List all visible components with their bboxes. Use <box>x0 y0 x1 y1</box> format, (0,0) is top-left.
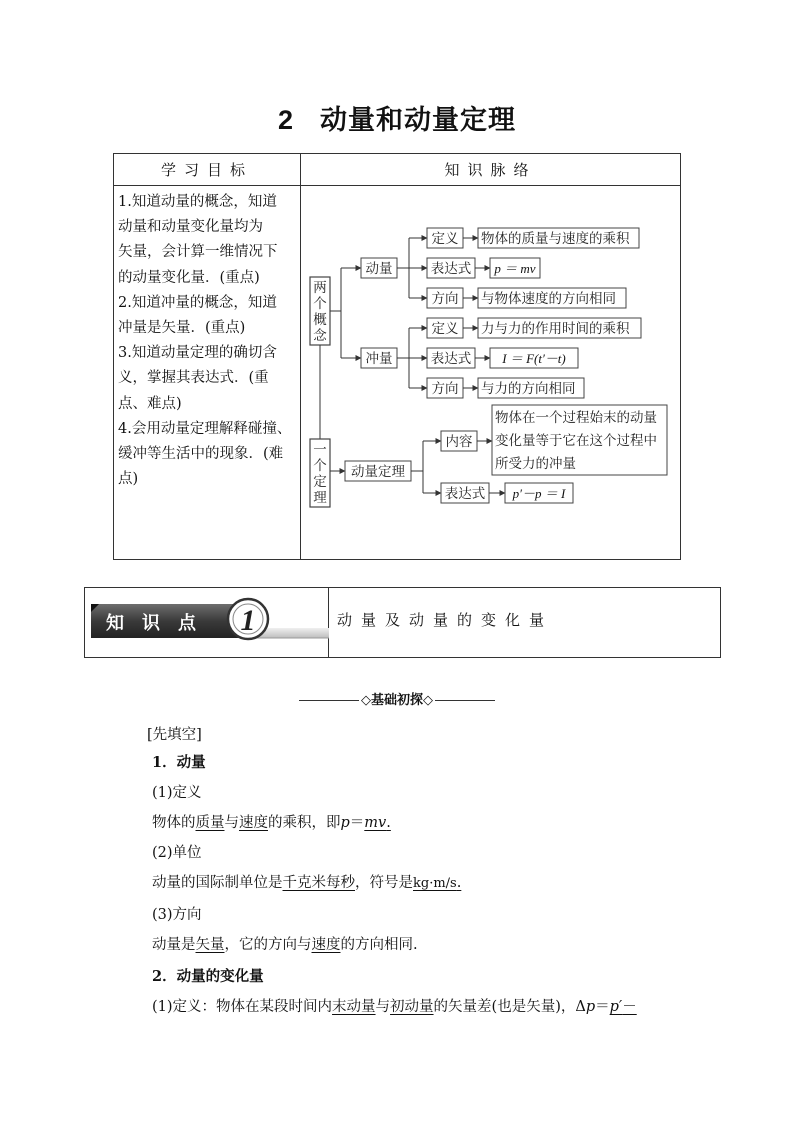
expression-label: 表达式 <box>430 261 472 277</box>
blank-answer: 质量 <box>195 815 225 831</box>
impulse-label: 冲量 <box>365 351 393 367</box>
learning-goals-header: 学习目标 <box>114 154 301 186</box>
two-concepts-char: 两 <box>313 280 327 296</box>
expression-label: 表达式 <box>430 351 472 367</box>
goal-line: 点、难点) <box>118 395 182 412</box>
goal-line: 4.会用动量定理解释碰撞、 <box>118 420 292 437</box>
text: 的矢量差(也是矢量)，Δ <box>433 999 586 1015</box>
two-concepts-char: 个 <box>313 296 327 312</box>
blank-answer: 矢量 <box>195 937 225 953</box>
knowledge-point-label: 知 识 点 <box>106 613 196 634</box>
knowledge-point-banner <box>84 587 721 658</box>
subheading-definition: (1)定义 <box>152 785 202 801</box>
theorem-content-line: 所受力的冲量 <box>495 456 576 472</box>
section-divider-label: ◇基础初探◇ <box>361 693 433 708</box>
subheading-direction: (3)方向 <box>152 907 202 923</box>
blank-answer: 速度 <box>239 815 268 831</box>
text: 的方向相同. <box>340 937 418 953</box>
definition-label: 定义 <box>431 321 459 337</box>
momentum-formula: p ＝ mv <box>494 261 536 276</box>
text: 与 <box>375 999 391 1015</box>
impulse-formula: I ＝ F(t′－t) <box>502 351 566 366</box>
impulse-direction-value: 与力的方向相同 <box>481 381 576 397</box>
direction-label: 方向 <box>431 381 459 397</box>
heading-momentum-change: 2．动量的变化量 <box>152 968 264 985</box>
goal-line: 冲量是矢量．(重点) <box>118 320 246 337</box>
text: . <box>456 875 462 891</box>
content-label: 内容 <box>445 434 473 450</box>
goal-line: 3.知道动量定理的确切含 <box>118 345 277 362</box>
knowledge-mindmap <box>301 186 681 560</box>
blank-answer: mv <box>364 815 387 831</box>
text: 动量的国际制单位是 <box>152 875 283 891</box>
blank-answer: － <box>622 999 637 1015</box>
one-theorem-char: 一 <box>313 442 327 458</box>
text: ＝ <box>595 999 610 1015</box>
blank-answer: 速度 <box>311 937 341 953</box>
blank-answer: 初动量 <box>390 999 434 1015</box>
impulse-definition-value: 力与力的作用时间的乘积 <box>481 321 630 337</box>
two-concepts-char: 念 <box>313 328 327 344</box>
knowledge-point-number: 1 <box>240 604 256 637</box>
goal-line: 动量和动量变化量均为 <box>118 219 263 236</box>
section-divider <box>0 689 794 708</box>
two-concepts-char: 概 <box>313 312 327 328</box>
theorem-content-line: 物体在一个过程始末的动量 <box>495 410 657 426</box>
knowledge-map-header: 知识脉络 <box>301 154 681 186</box>
blank-answer: 末动量 <box>332 999 376 1015</box>
text: (1)定义：物体在某段时间内 <box>152 999 333 1015</box>
knowledge-point-badge-graphic <box>85 588 329 657</box>
goal-line: 点) <box>118 471 139 488</box>
symbol: p <box>585 999 596 1015</box>
page-title <box>0 98 794 137</box>
goal-line: 矢量，会计算一维情况下 <box>118 244 278 261</box>
momentum-definition-text <box>152 811 391 832</box>
theorem-formula: p′－p ＝ I <box>512 486 566 501</box>
one-theorem-char: 理 <box>313 490 327 506</box>
momentum-change-definition-text <box>152 995 637 1016</box>
momentum-direction-text <box>152 933 418 954</box>
goal-line: 1.知道动量的概念，知道 <box>118 194 277 210</box>
knowledge-point-badge <box>85 588 329 657</box>
blank-answer: kg·m/s <box>413 876 457 891</box>
text: 的乘积，即 <box>268 815 341 831</box>
goal-line: 缓冲等生活中的现象．(难 <box>118 446 284 463</box>
goal-line: 2.知道冲量的概念，知道 <box>118 294 277 311</box>
goals-table <box>113 153 681 560</box>
knowledge-point-topic: 动量及动量的变化量 <box>337 611 554 629</box>
fill-blank-tag: [先填空] <box>147 727 202 743</box>
text: . <box>386 815 391 831</box>
momentum-label: 动量 <box>365 261 393 277</box>
momentum-unit-text <box>152 871 461 892</box>
divider-rule <box>299 700 359 701</box>
momentum-direction-value: 与物体速度的方向相同 <box>481 291 616 307</box>
learning-goals-list <box>114 186 301 560</box>
divider-rule <box>435 700 495 701</box>
symbol: p <box>340 815 350 831</box>
theorem-label: 动量定理 <box>351 464 405 480</box>
heading-momentum: 1．动量 <box>152 754 206 771</box>
text: ＝ <box>349 815 365 831</box>
chapter-title: 动量和动量定理 <box>320 105 517 136</box>
theorem-content-line: 变化量等于它在这个过程中 <box>495 433 657 449</box>
goal-line: 义，掌握其表达式．(重 <box>118 370 269 387</box>
text: ，它的方向与 <box>224 937 312 953</box>
blank-answer: p′ <box>609 999 623 1015</box>
subheading-unit: (2)单位 <box>152 845 202 861</box>
text: 动量是 <box>152 937 196 953</box>
one-theorem-char: 个 <box>313 458 327 474</box>
definition-label: 定义 <box>431 231 459 247</box>
text: 物体的 <box>152 815 196 831</box>
goal-line: 的动量变化量．(重点) <box>118 269 260 286</box>
text: 与 <box>224 815 239 831</box>
direction-label: 方向 <box>431 291 459 307</box>
chapter-number: 2 <box>277 105 295 135</box>
knowledge-map-cell <box>301 186 681 560</box>
expression-label: 表达式 <box>444 486 486 502</box>
one-theorem-char: 定 <box>313 474 327 490</box>
blank-answer: 千克米每秒 <box>282 875 355 891</box>
momentum-definition-value: 物体的质量与速度的乘积 <box>481 231 630 247</box>
text: ，符号是 <box>355 875 413 891</box>
